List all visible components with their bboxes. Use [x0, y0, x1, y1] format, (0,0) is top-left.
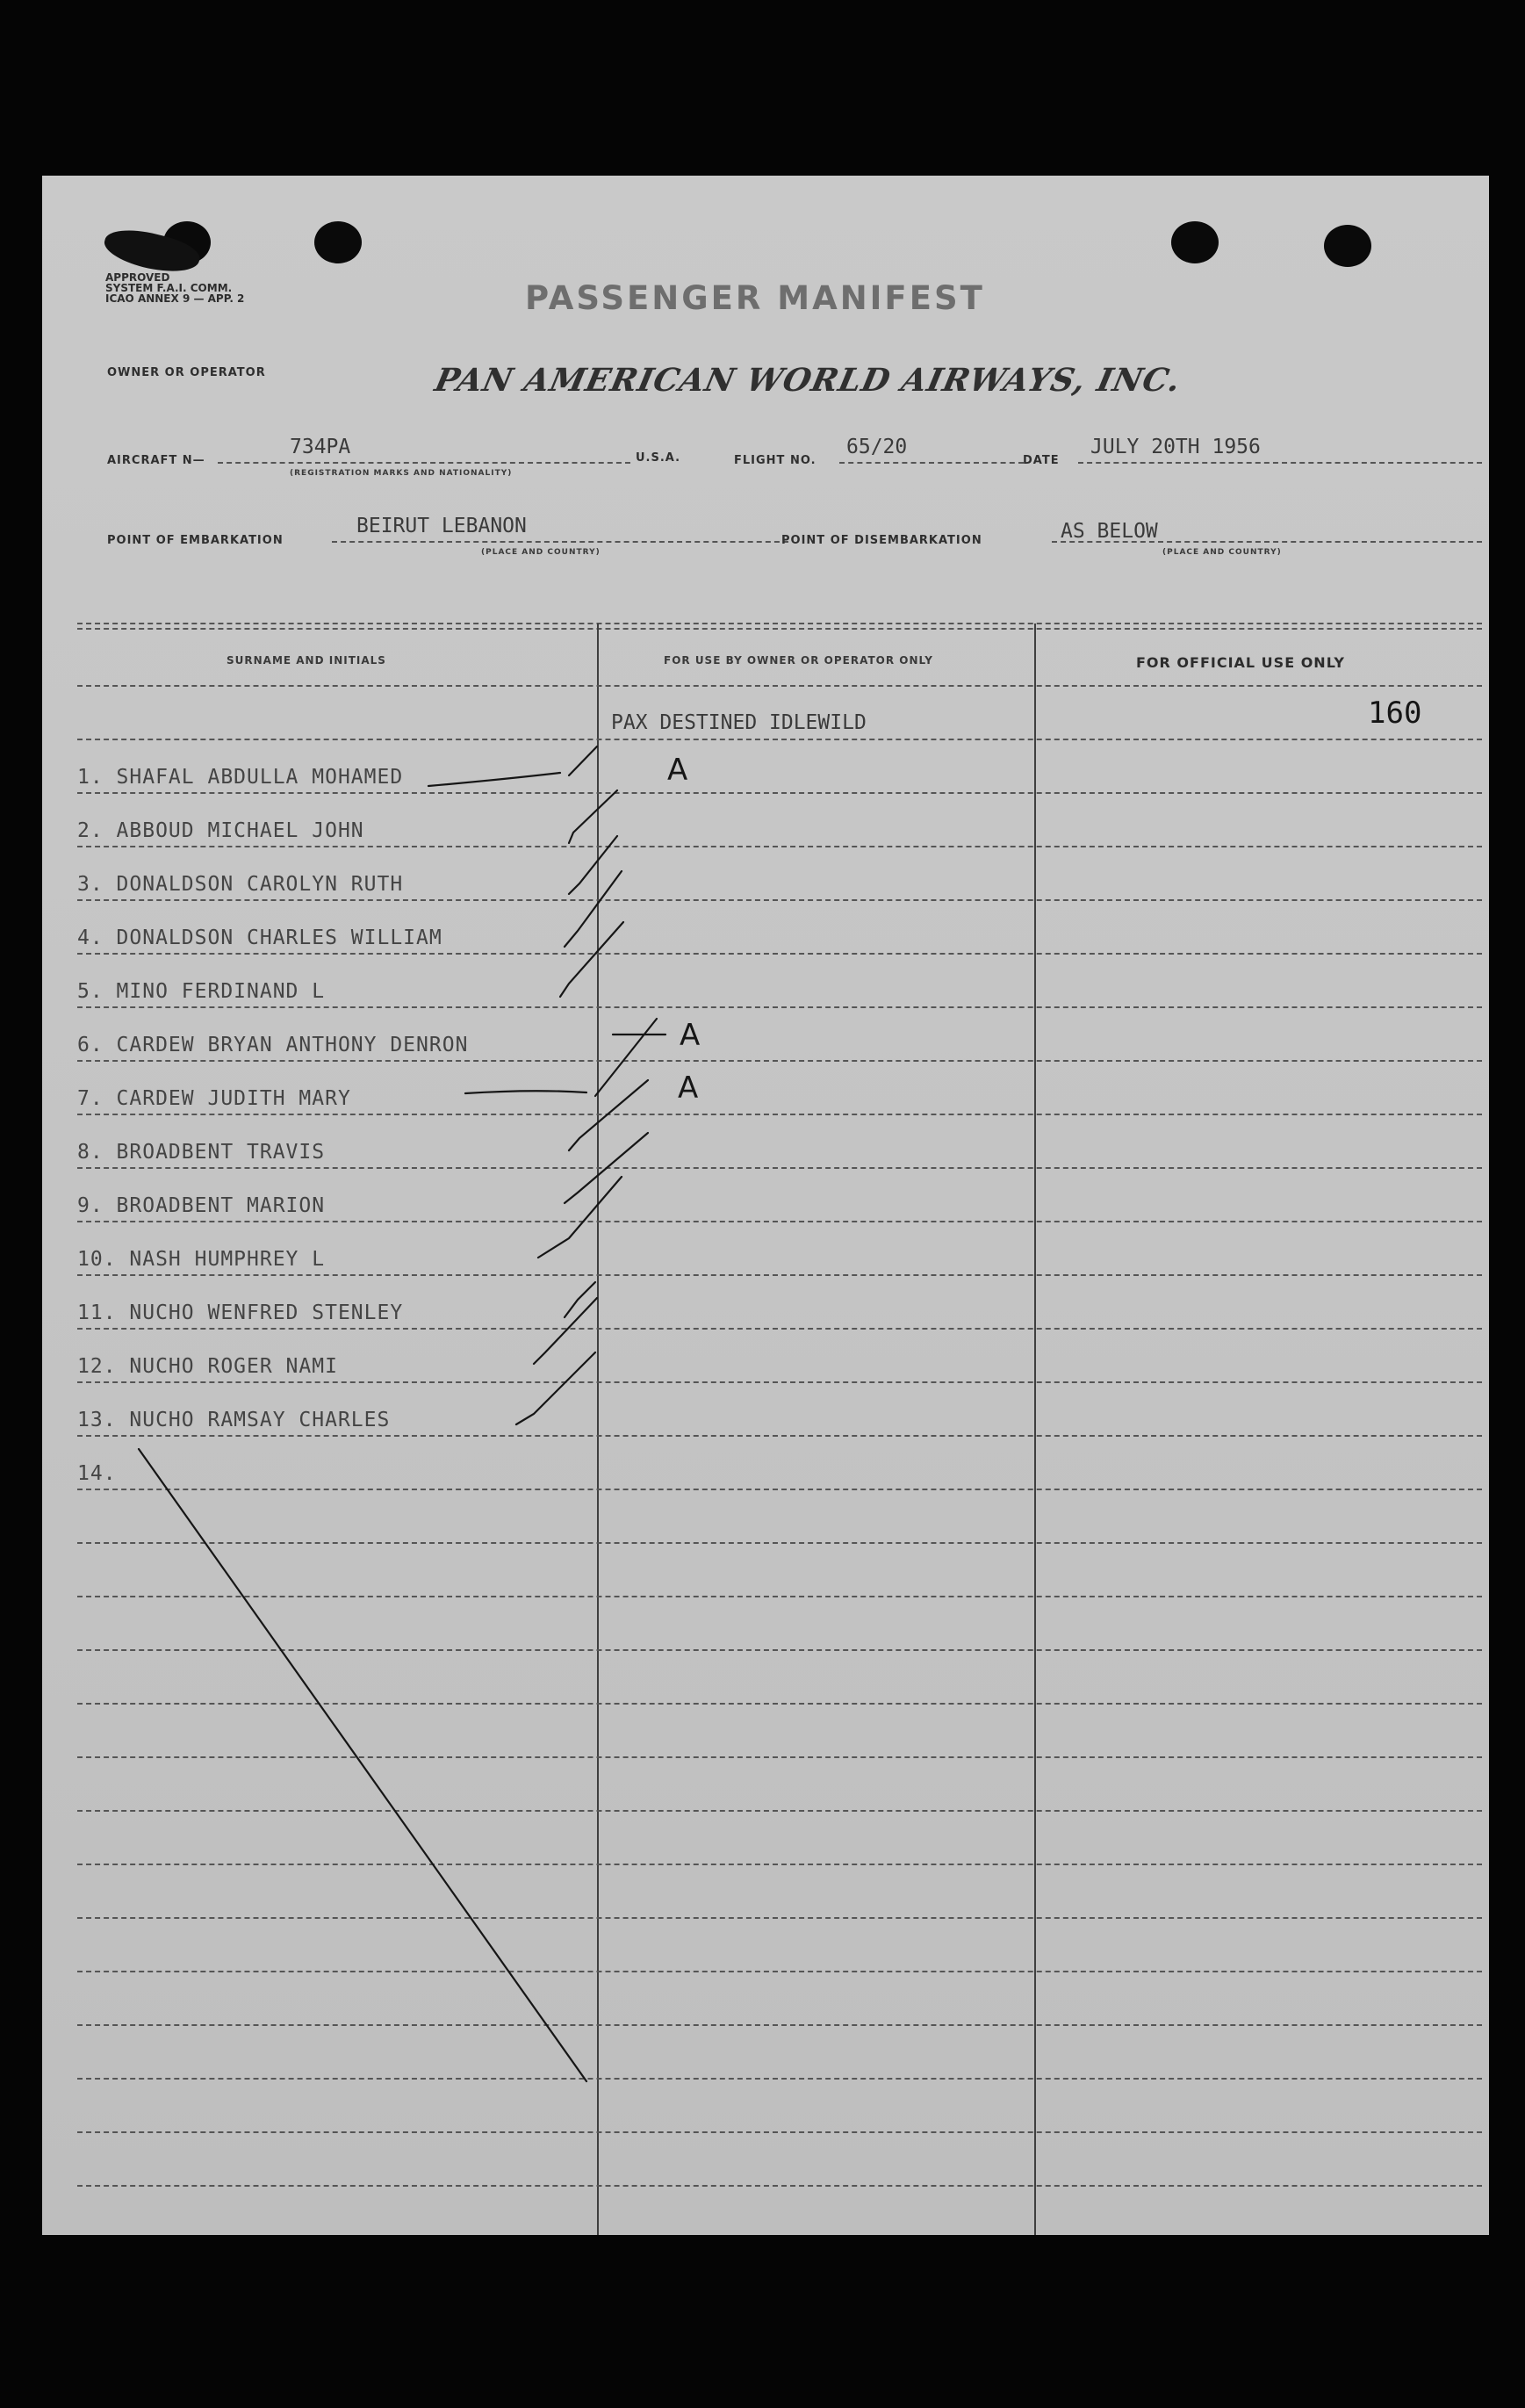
strike-line — [139, 1449, 586, 2081]
check-mark — [565, 1282, 595, 1317]
operator-note: PAX DESTINED IDLEWILD — [611, 711, 867, 734]
column-header-operator: FOR USE BY OWNER OR OPERATOR ONLY — [664, 654, 933, 667]
check-mark — [560, 922, 623, 997]
operator-name: PAN AMERICAN WORLD AIRWAYS, INC. — [431, 362, 1185, 399]
check-mark — [565, 1133, 648, 1203]
passenger-row: 6. CARDEW BRYAN ANTHONY DENRON — [77, 1034, 469, 1056]
embarkation-label: POINT OF EMBARKATION — [107, 534, 284, 547]
passenger-row: 5. MINO FERDINAND L — [77, 980, 326, 1003]
passenger-row: 10. NASH HUMPHREY L — [77, 1248, 326, 1271]
stamp-line: SYSTEM F.A.I. COMM. — [105, 282, 233, 294]
check-mark — [569, 790, 617, 843]
passenger-row: 12. NUCHO ROGER NAMI — [77, 1355, 338, 1378]
check-mark — [516, 1352, 595, 1424]
check-mark — [569, 746, 597, 775]
passenger-row: 1. SHAFAL ABDULLA MOHAMED — [77, 766, 404, 789]
embarkation-sublabel: (PLACE AND COUNTRY) — [481, 548, 601, 557]
passenger-row: 9. BROADBENT MARION — [77, 1194, 326, 1217]
passenger-row: 13. NUCHO RAMSAY CHARLES — [77, 1409, 391, 1431]
passenger-row: 3. DONALDSON CAROLYN RUTH — [77, 873, 404, 896]
check-mark — [538, 1177, 622, 1258]
check-mark — [569, 1080, 648, 1150]
official-count: 160 — [1368, 696, 1422, 731]
embarkation-value: BEIRUT LEBANON — [356, 515, 527, 537]
passenger-row: 8. BROADBENT TRAVIS — [77, 1141, 326, 1164]
passenger-row: 11. NUCHO WENFRED STENLEY — [77, 1301, 404, 1324]
check-mark — [428, 773, 560, 786]
passenger-row: 2. ABBOUD MICHAEL JOHN — [77, 819, 364, 842]
passenger-row: 4. DONALDSON CHARLES WILLIAM — [77, 926, 442, 949]
date-label: DATE — [1023, 454, 1060, 467]
check-mark — [565, 871, 622, 947]
disembarkation-value: AS BELOW — [1061, 520, 1158, 543]
check-mark — [569, 836, 617, 894]
column-header-official: FOR OFFICIAL USE ONLY — [1136, 654, 1345, 671]
column-header-names: SURNAME AND INITIALS — [227, 654, 386, 667]
disembarkation-sublabel: (PLACE AND COUNTRY) — [1162, 548, 1282, 557]
manifest-document — [42, 176, 1489, 2235]
flight-label: FLIGHT NO. — [734, 454, 816, 467]
handwritten-marks — [42, 176, 1489, 2235]
owner-label: OWNER OR OPERATOR — [107, 366, 266, 379]
flight-date: JULY 20TH 1956 — [1090, 436, 1261, 458]
stamp-line: ICAO ANNEX 9 — APP. 2 — [105, 292, 245, 305]
passenger-row: 7. CARDEW JUDITH MARY — [77, 1087, 351, 1110]
handwritten-a: A — [680, 1018, 701, 1053]
disembarkation-label: POINT OF DISEMBARKATION — [781, 534, 982, 547]
aircraft-sublabel: (REGISTRATION MARKS AND NATIONALITY) — [290, 469, 513, 478]
check-mark — [534, 1298, 597, 1364]
page-title: PASSENGER MANIFEST — [525, 279, 985, 317]
handwritten-a: A — [678, 1071, 699, 1106]
handwritten-a: A — [667, 753, 688, 788]
country-label: U.S.A. — [636, 451, 681, 465]
aircraft-label: AIRCRAFT N— — [107, 454, 205, 467]
aircraft-registration: 734PA — [290, 436, 351, 458]
flight-number: 65/20 — [846, 436, 908, 458]
check-mark — [465, 1091, 586, 1093]
passenger-row: 14. — [77, 1462, 117, 1485]
check-mark — [595, 1019, 657, 1096]
stamp-line: APPROVED — [105, 271, 170, 284]
